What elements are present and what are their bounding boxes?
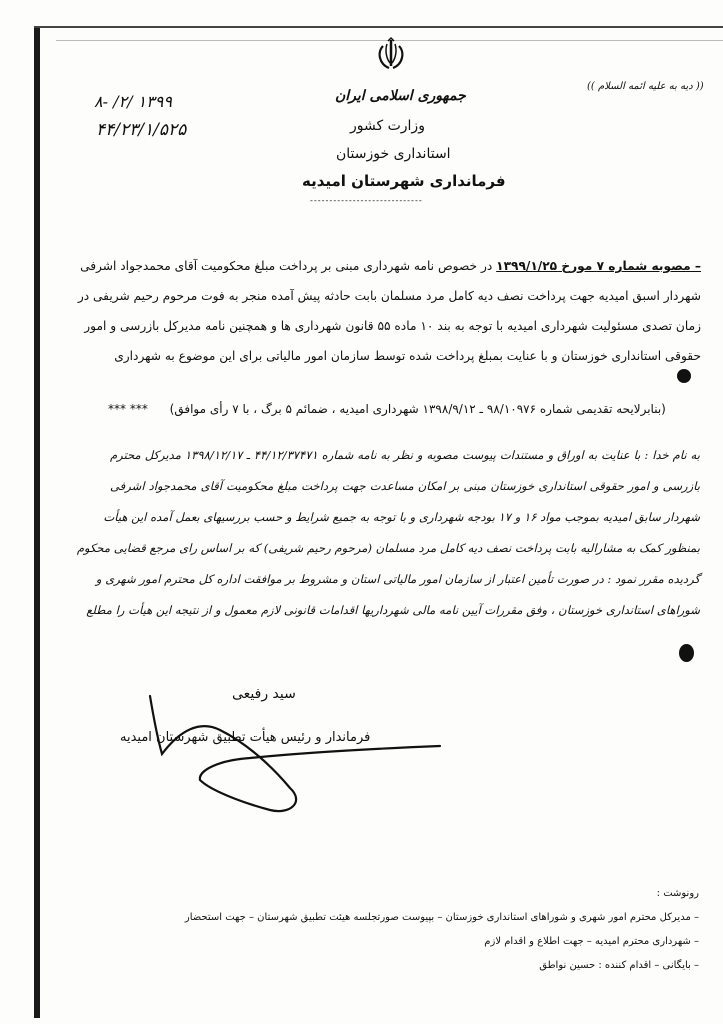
resolution-line: – مصوبه شماره ۷ مورخ ۱۳۹۹/۱/۲۵ در خصوص نامه شهرداری مبنی بر پرداخت مبلغ محکومیت آقای محمدجواد اشرفی	[80, 259, 701, 273]
decision-line: به نام خدا : با عنایت به اوراق و مستندات پیوست مصوبه و نظر به نامه شماره ۴۴/۱۲/۳۷۴۷۱ ـ ۱۳۹۸/۱۲/۱۷ مدیرکل محترم	[110, 448, 700, 462]
handwritten-signature	[140, 690, 460, 820]
cc-item: – بایگانی – اقدام کننده : حسین نواطق	[539, 960, 699, 971]
resolution-line: شهردار اسبق امیدیه جهت پرداخت نصف دیه کامل مرد مسلمان بابت حادثه پیش آمده منجر به فوت مرحوم رحیم شریفی در	[77, 289, 701, 303]
decision-line: گردیده مقرر نمود : در صورت تأمین اعتبار از سازمان امور مالیاتی استان و مشروط بر موافقت اداره کل محترم امور شهری و	[95, 572, 700, 586]
signatory-name: سید رفیعی	[232, 686, 296, 702]
scan-edge-top	[34, 26, 723, 28]
reference-line: (بنابرلایحه تقدیمی شماره ۹۸/۱۰۹۷۶ ـ ۱۳۹۸/۹/۱۲ شهرداری امیدیه ، ضمائم ۵ برگ ، با ۷ رأی موافق) *** ***	[108, 402, 666, 416]
header-divider: -----------------------------	[310, 196, 423, 205]
resolution-paragraph	[77, 251, 701, 371]
letter-number: ۴۴/۲۳/۱/۵۲۵	[96, 120, 187, 140]
decision-paragraph	[76, 440, 700, 626]
cc-item: – شهرداری محترم امیدیه – جهت اطلاع و اقدام لازم	[484, 936, 699, 947]
punch-hole-mark	[679, 644, 694, 662]
decision-line: بمنظور کمک به مشارالیه بابت پرداخت نصف دیه کامل مرد مسلمان (مرحوم رحیم شریفی) که بر اساس رای مرجع قضایی محکوم	[76, 541, 700, 555]
decision-line: شوراهای استانداری خوزستان ، وفق مقررات آیین نامه مالی شهرداریها اقدامات قانونی لازم معمول و از نتیجه این هیأت را مطلع	[86, 603, 700, 617]
carbon-copy-list	[185, 882, 699, 978]
resolution-lead: – مصوبه شماره ۷ مورخ ۱۳۹۹/۱/۲۵	[496, 259, 701, 273]
cc-item: – مدیرکل محترم امور شهری و شوراهای استانداری خوزستان – بپیوست صورتجلسه هیئت تطبیق شهرستان – جهت استحضار	[184, 912, 699, 923]
iran-emblem-icon	[371, 36, 411, 76]
ministry-name: وزارت کشور	[350, 118, 425, 134]
province-office: استانداری خوزستان	[336, 146, 451, 162]
resolution-line: حقوقی استانداری خوزستان و با عنایت بمبلغ پرداخت شده توسط سازمان امور مالیاتی برای این موضوع به شهرداری	[114, 349, 701, 363]
resolution-line: زمان تصدی مسئولیت شهرداری امیدیه با توجه به بند ۱۰ ماده ۵۵ قانون شهرداری ها و همچنین نامه مدیرکل بازرسی و امور	[84, 319, 701, 333]
republic-title: جمهوری اسلامی ایران	[335, 88, 466, 104]
decision-line: بازرسی و امور حقوقی استانداری خوزستان مبنی بر امکان مساعدت جهت پرداخت مبلغ محکومیت آقای محمدجواد اشرفی	[110, 479, 700, 493]
signatory-title: فرماندار و رئیس هیأت تطبیق شهرستان امیدیه	[120, 730, 371, 745]
decision-line: شهردار سابق امیدیه بموجب مواد ۱۶ و ۱۷ بودجه شهرداری و با توجه به جمیع شرایط و حسب بررسیهای بعمل آمده این هیأت	[103, 510, 700, 524]
scan-edge-left	[34, 28, 40, 1018]
governorate-title: فرمانداری شهرستان امیدیه	[302, 172, 506, 190]
cc-heading: رونوشت :	[656, 888, 699, 899]
letter-date: ۸- /۲/ ۱۳۹۹	[94, 92, 172, 111]
punch-hole-mark	[677, 369, 691, 383]
header-stamp: (( دیه به علیه ائمه السلام ))	[587, 81, 704, 92]
